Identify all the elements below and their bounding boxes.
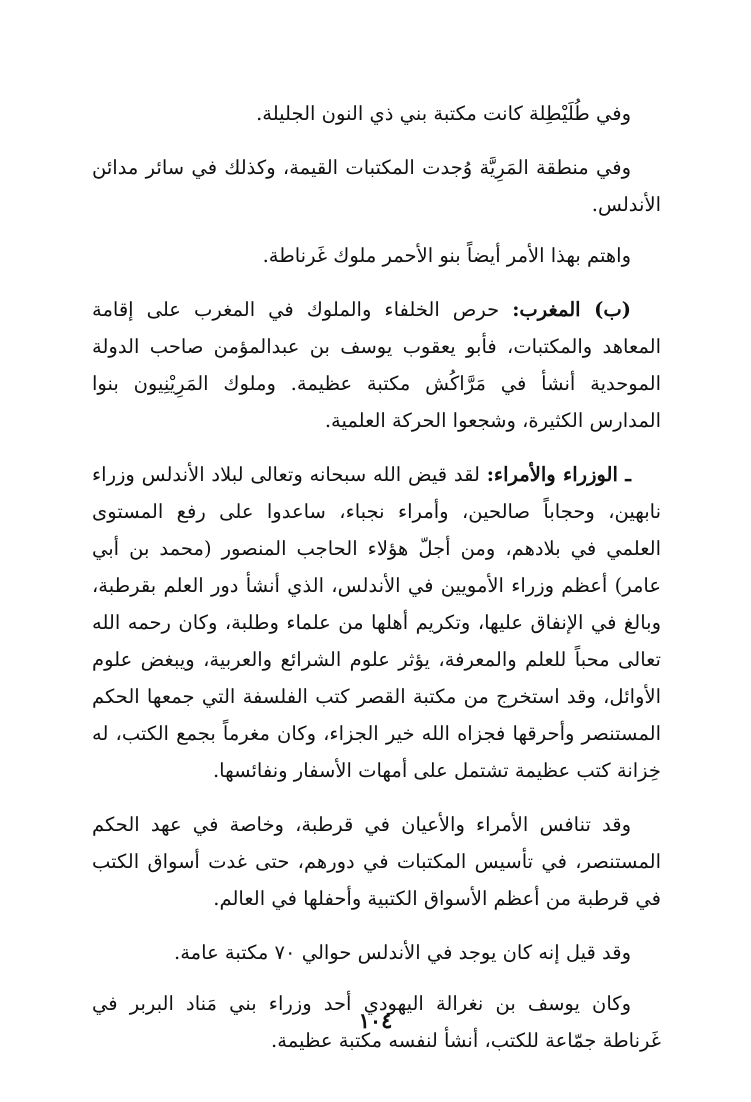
paragraph-ibn-naghrela: وكان يوسف بن نغرالة اليهودي أحد وزراء بني مَناد البربر في غَرناطة جمّاعة للكتب، أنشأ لنفسه مكتبة عظيمة. bbox=[92, 992, 661, 1052]
paragraph-nasrids: واهتم بهذا الأمر أيضاً بنو الأحمر ملوك غَرناطة. bbox=[262, 244, 631, 267]
paragraph-toledo: وفي طُلَيْطِلة كانت مكتبة بني ذي النون الجليلة. bbox=[256, 102, 631, 125]
section-heading-maghreb: (ب) المغرب: bbox=[512, 298, 631, 321]
paragraph-almeria: وفي منطقة المَرِيَّة وُجدت المكتبات القيمة، وكذلك في سائر مدائن الأندلس. bbox=[92, 156, 661, 216]
paragraph-ministers: ـ الوزراء والأمراء: لقد قيض الله سبحانه وتعالى لبلاد الأندلس وزراء نابهين، وحجاباً صالحين، وأمراء نجباء، ساعدوا على رفع المستوى العلمي في بلادهم، ومن أجلّ هؤلاء الحاجب المنصور (محمد بن أبي عامر) أعظم وزراء الأمويين في الأندلس، الذي أنشأ دور العلم بقرطبة، وبالغ في الإنفاق عليها، وتكريم أهلها من علماء وطلبة، وكان رحمه الله تعالى محباً للعلم والمعرفة، يؤثر علوم الشرائع والعربية، ويبغض علوم الأوائل، وقد استخرج من مكتبة القصر كتب الفلسفة التي جمعها الحكم المستنصر وأحرقها فجزاه الله خير الجزاء، وكان مغرماً بجمع الكتب، له خِزانة كتب عظيمة تشتمل على أمهات الأسفار ونفائسها. bbox=[92, 463, 661, 782]
paragraph-cordoba: وقد تنافس الأمراء والأعيان في قرطبة، وخاصة في عهد الحكم المستنصر، في تأسيس المكتبات في دورهم، حتى غدت أسواق الكتب في قرطبة من أعظم الأسواق الكتبية وأحفلها في العالم. bbox=[92, 813, 661, 910]
paragraph-library-count: وقد قيل إنه كان يوجد في الأندلس حوالي ٧٠ مكتبة عامة. bbox=[174, 941, 631, 964]
page-number: ١٠٤ bbox=[358, 1008, 393, 1033]
paragraph-maghreb: (ب) المغرب: حرص الخلفاء والملوك في المغرب على إقامة المعاهد والمكتبات، فأبو يعقوب يوسف بن عبدالمؤمن صاحب الدولة الموحدية أنشأ في مَرَّاكُش مكتبة عظيمة. وملوك المَرِيْنِيون بنوا المدارس الكثيرة، وشجعوا الحركة العلمية. bbox=[92, 298, 661, 432]
section-heading-ministers: ـ الوزراء والأمراء: bbox=[486, 463, 632, 486]
page-body bbox=[92, 95, 661, 1059]
